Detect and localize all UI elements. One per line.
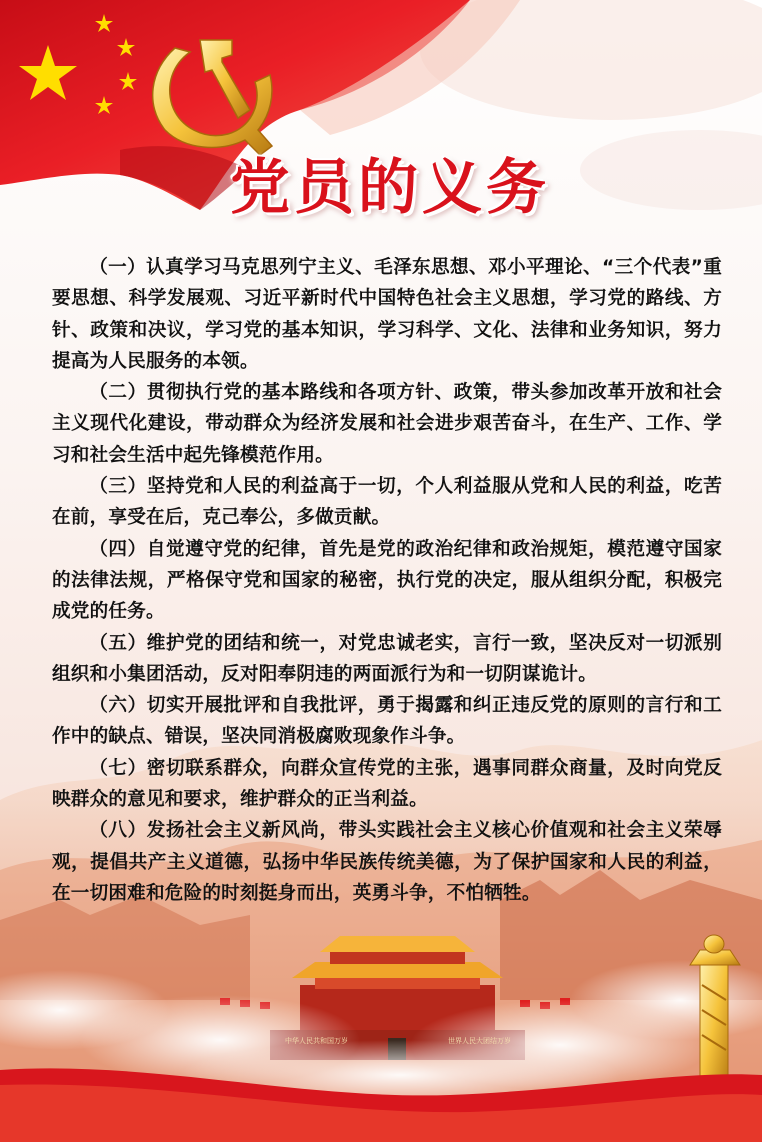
duty-item-1: （一）认真学习马克思列宁主义、毛泽东思想、邓小平理论、“三个代表”重要思想、科学发展观、习近平新时代中国特色社会主义思想，学习党的路线、方针、政策和决议，学习党的基本知识，学习科学、文化、法律和业务知识，努力提高为人民服务的本领。 [52,257,722,372]
duty-item-4: （四）自觉遵守党的纪律，首先是党的政治纪律和政治规矩，模范遵守国家的法律法规，严格保守党和国家的秘密，执行党的决定，服从组织分配，积极完成党的任务。 [52,538,722,623]
duty-item-5: （五）维护党的团结和统一，对党忠诚老实，言行一致，坚决反对一切派别组织和小集团活动，反对阳奉阴违的两面派行为和一切阴谋诡计。 [52,632,722,685]
duty-item-6: （六）切实开展批评和自我批评，勇于揭露和纠正违反党的原则的言行和工作中的缺点、错误，坚决同消极腐败现象作斗争。 [52,695,722,748]
duties-list [52,252,722,909]
duty-item-2: （二）贯彻执行党的基本路线和各项方针、政策，带头参加改革开放和社会主义现代化建设，带动群众为经济发展和社会进步艰苦奋斗，在生产、工作、学习和社会生活中起先锋模范作用。 [52,382,722,466]
duty-item-7: （七）密切联系群众，向群众宣传党的主张，遇事同群众商量，及时向党反映群众的意见和要求，维护群众的正当利益。 [52,757,722,811]
duty-item-8: （八）发扬社会主义新风尚，带头实践社会主义核心价值观和社会主义荣辱观，提倡共产主义道德，弘扬中华民族传统美德，为了保护国家和人民的利益，在一切困难和危险的时刻挺身而出，英勇斗争，不怕牺牲。 [52,820,722,904]
duty-item-3: （三）坚持党和人民的利益高于一切，个人利益服从党和人民的利益，吃苦在前，享受在后，克己奉公，多做贡献。 [52,476,722,529]
gate-sign-left: 中华人民共和国万岁 [285,1037,348,1045]
gate-sign-right: 世界人民大团结万岁 [448,1037,511,1045]
sky-cloud [580,130,762,210]
page-title: 党员的义务 [230,153,550,223]
